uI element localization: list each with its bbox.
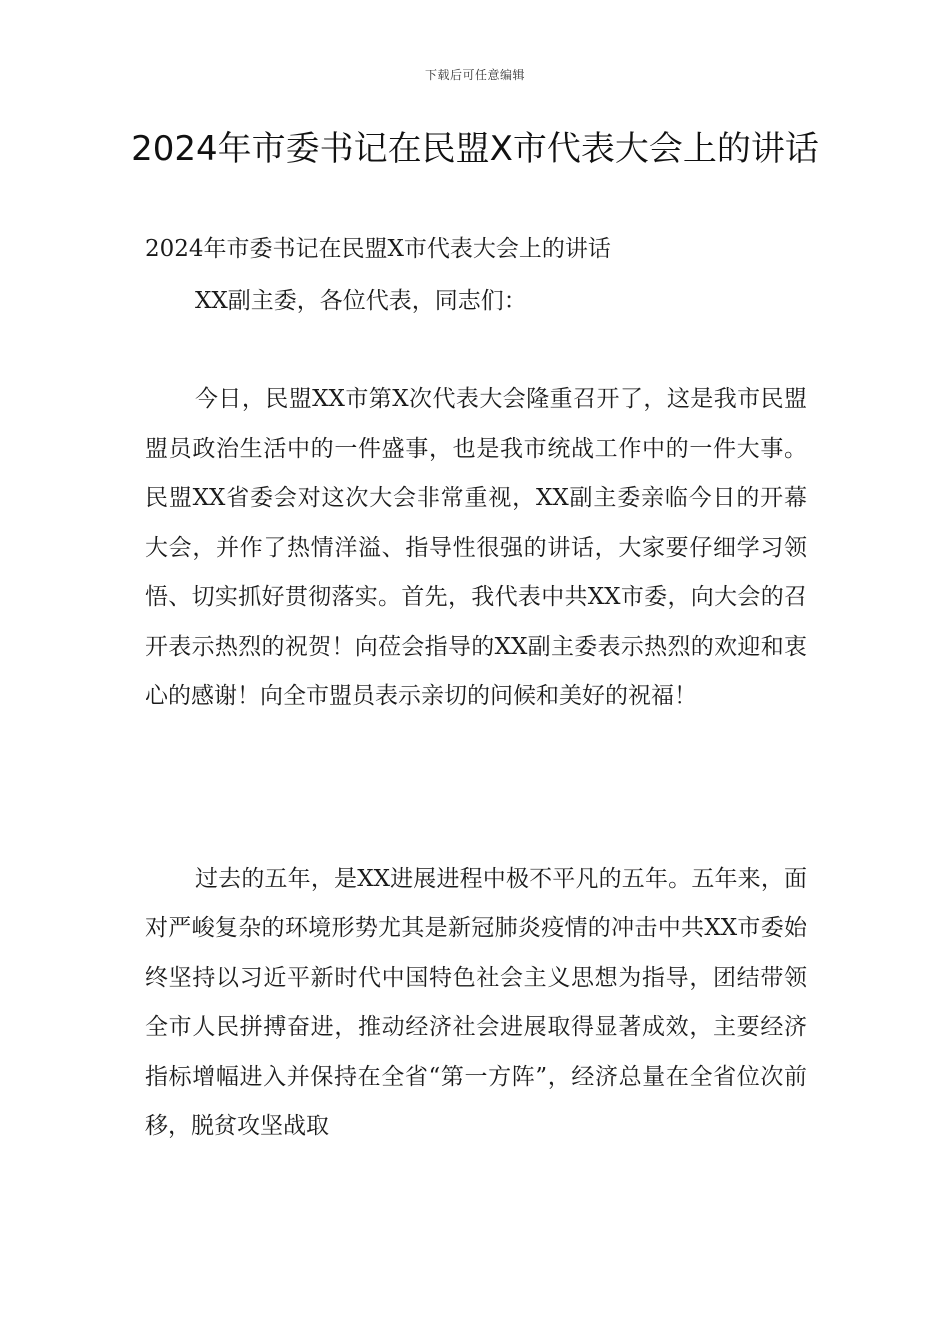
paragraph-review: 过去的五年，是XX进展进程中极不平凡的五年。五年来，面对严峻复杂的环境形势尤其是新冠肺炎疫情的冲击中共XX市委始终坚持以习近平新时代中国特色社会主义思想为指导，团结带领全市人民拼搏奋进，推动经济社会进展取得显著成效，主要经济指标增幅进入并保持在全省“第一方阵”，经济总量在全省位次前移，脱贫攻坚战取: [145, 865, 807, 1139]
header-note: 下载后可任意编辑: [424, 68, 525, 82]
paragraph-opening: 今日，民盟XX市第X次代表大会隆重召开了，这是我市民盟盟员政治生活中的一件盛事，也是我市统战工作中的一件大事。民盟XX省委会对这次大会非常重视，XX副主委亲临今日的开幕大会，并作了热情洋溢、指导性很强的讲话，大家要仔细学习领悟、切实抓好贯彻落实。首先，我代表中共XX市委，向大会的召开表示热烈的祝贺！向莅会指导的XX副主委表示热烈的欢迎和衷心的感谢！向全市盟员表示亲切的问候和美好的祝福！: [145, 386, 807, 709]
document-title: 2024年市委书记在民盟X市代表大会上的讲话: [131, 129, 819, 169]
subtitle-line: 2024年市委书记在民盟X市代表大会上的讲话: [145, 236, 611, 262]
document-body: [145, 230, 807, 1152]
salutation: XX副主委，各位代表，同志们：: [195, 288, 527, 314]
